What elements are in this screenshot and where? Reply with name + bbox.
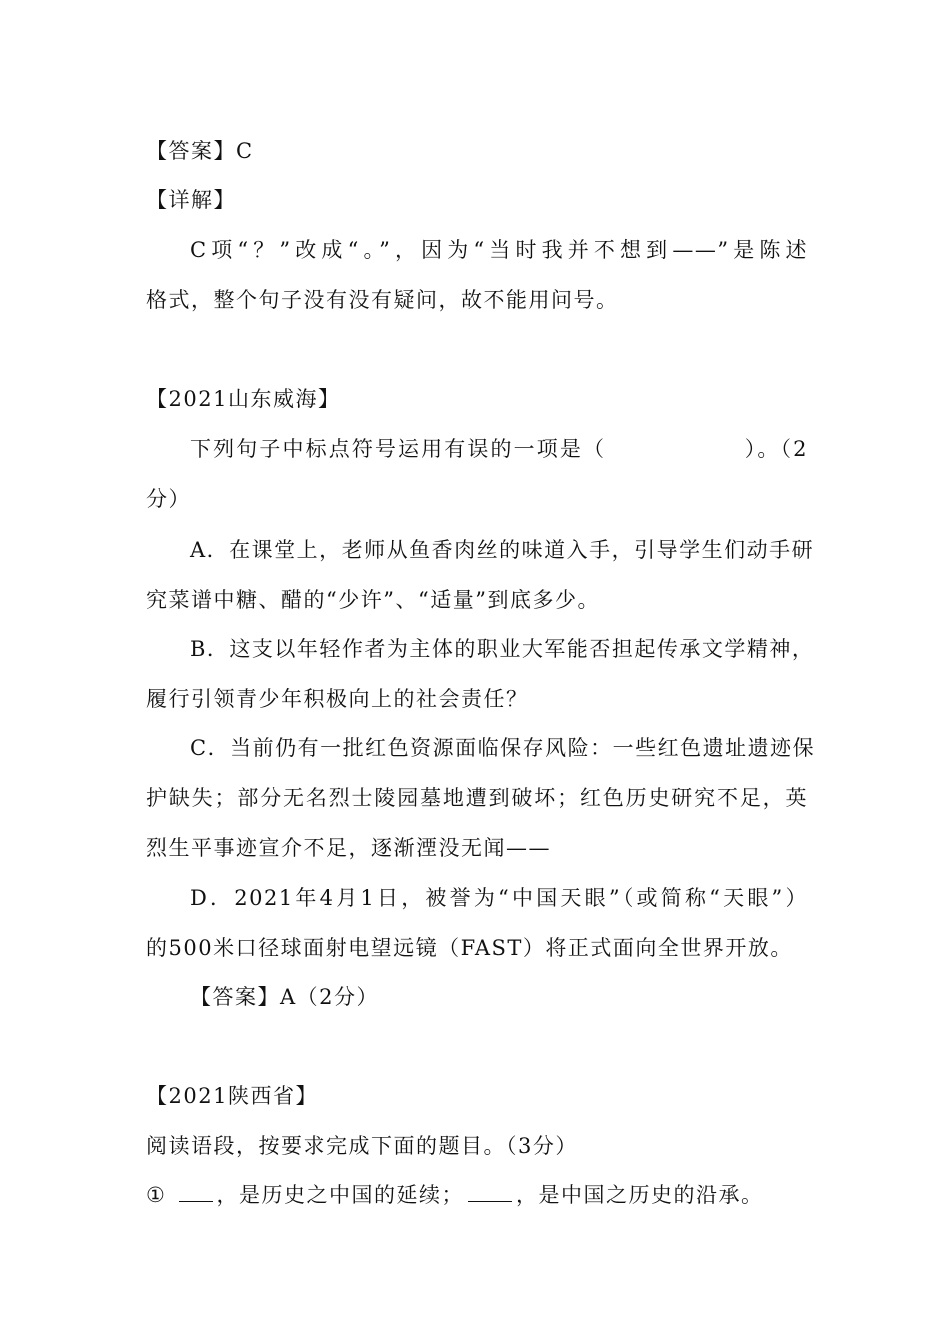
option-b-line-2: 履行引领青少年积极向上的社会责任？ [146,687,529,711]
option-d-line-1: D．2021年4月1日，被誉为“中国天眼”（或简称“天眼”） [190,886,808,910]
question-source-heading-2: 【2021陕西省】 [146,1084,318,1108]
answer-label-2: 【答案】A（2分） [190,985,380,1009]
question-source-heading: 【2021山东威海】 [146,387,341,411]
answer-label: 【答案】C [146,139,254,163]
item-marker: ① [146,1183,167,1207]
item-text-part-2: ，是中国之历史的沿承。 [516,1183,764,1207]
question-stem-line-1: 下列句子中标点符号运用有误的一项是（ ）。（2 [190,437,808,461]
option-b-line-1: B．这支以年轻作者为主体的职业大军能否担起传承文学精神， [190,637,815,661]
option-c-line-2: 护缺失；部分无名烈士陵园墓地遭到破坏；红色历史研究不足，英 [146,786,808,810]
option-a-line-1: A．在课堂上，老师从鱼香肉丝的味道入手，引导学生们动手研 [190,538,815,562]
fill-blank-2[interactable] [468,1181,512,1202]
option-d-line-2: 的500米口径球面射电望远镜（FAST）将正式面向全世界开放。 [146,936,793,960]
option-a-line-2: 究菜谱中糖、醋的“少许”、“适量”到底多少。 [146,588,600,612]
fill-blank-item [146,1180,808,1210]
detail-text-line-1: C项“？”改成“。”，因为“当时我并不想到——”是陈述 [190,238,808,262]
option-c-line-1: C．当前仍有一批红色资源面临保存风险：一些红色遗址遗迹保 [190,736,816,760]
instruction-text: 阅读语段，按要求完成下面的题目。（3分） [146,1134,578,1158]
fill-blank-1[interactable] [179,1181,213,1202]
item-text-part-1: ，是历史之中国的延续； [216,1183,465,1207]
detail-heading: 【详解】 [146,188,236,212]
option-c-line-3: 烈生平事迹宣介不足，逐渐湮没无闻—— [146,836,551,860]
question-stem-line-2: 分） [146,487,191,511]
detail-text-line-2: 格式，整个句子没有没有疑问，故不能用问号。 [146,288,619,312]
